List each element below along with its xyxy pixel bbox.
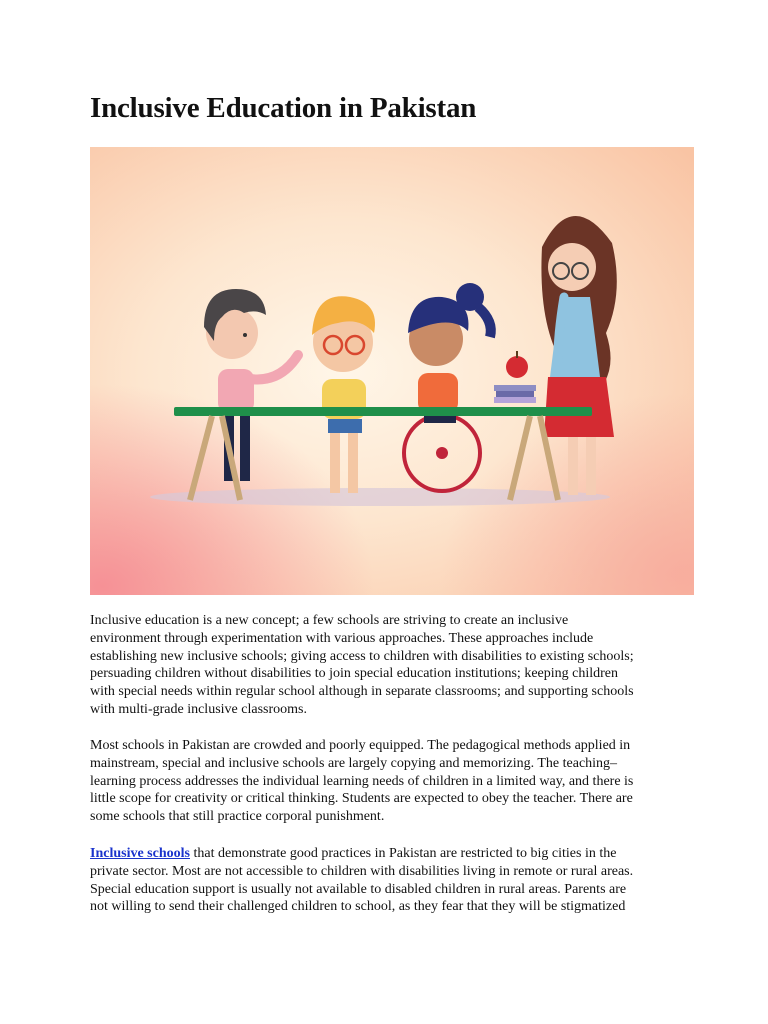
inclusive-schools-link[interactable]: Inclusive schools — [90, 846, 190, 861]
classroom-illustration — [90, 147, 694, 595]
hero-illustration — [90, 147, 694, 595]
paragraph-3: Inclusive schools that demonstrate good practices in Pakistan are restricted to big cities in the private sector. Most are not accessible to children with disabilities living in remote or rural areas. Special education support is usually not available to disabled children in rural areas. Parents are not willing to send their challenged children to school, as they fear that they will be stigmatized — [90, 846, 634, 915]
paragraph-1: Inclusive education is a new concept; a few schools are striving to create an inclusive environment through experimentation with various approaches. These approaches include establishing new inclusive schools; giving access to children with disabilities to existing schools; persuading children without disabilities to join special education institutions; keeping children with special needs within regular school although in separate classrooms; and supporting schools with multi-grade inclusive classrooms. — [90, 613, 634, 717]
paragraph-2: Most schools in Pakistan are crowded and poorly equipped. The pedagogical methods applied in mainstream, special and inclusive schools are largely copying and memorizing. The teaching– learning process addresses the individual learning needs of children in a limited way, and there is little scope for creativity or critical thinking. Students are expected to obey the teacher. There are some schools that still practice corporal punishment. — [90, 738, 634, 825]
page-title: Inclusive Education in Pakistan — [90, 92, 477, 124]
